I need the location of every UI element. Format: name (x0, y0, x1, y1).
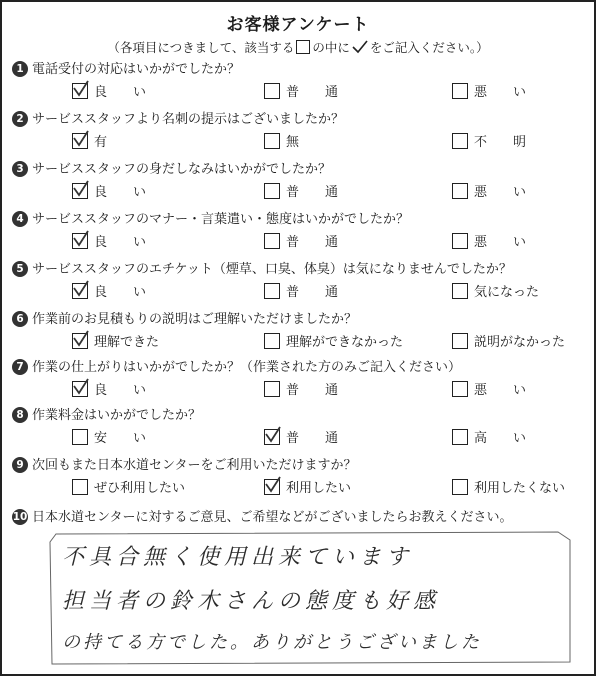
option-label: 悪 い (474, 185, 527, 200)
answer-option[interactable] (72, 477, 185, 496)
option-label: 普 通 (286, 383, 339, 398)
answer-option[interactable] (72, 379, 146, 398)
answer-option[interactable] (264, 427, 338, 446)
checkbox[interactable] (452, 333, 468, 349)
answer-option[interactable] (264, 379, 338, 398)
answer-option[interactable] (72, 231, 146, 250)
question-number-badge: 7 (12, 359, 28, 375)
checked-checkbox[interactable] (72, 133, 88, 149)
instruction-part-3: をご記入ください。） (369, 40, 489, 55)
answer-option[interactable] (72, 427, 146, 446)
option-label: 悪 い (474, 383, 527, 398)
checkbox[interactable] (264, 83, 280, 99)
option-label: 高 い (474, 431, 527, 446)
option-label: 不 明 (474, 135, 527, 150)
question-text: 作業料金はいかがでしたか？ (32, 408, 202, 423)
question-4 (12, 210, 582, 252)
checkmark-icon (71, 377, 91, 397)
answer-option[interactable] (452, 181, 526, 200)
option-label: 普 通 (286, 285, 339, 300)
answer-option[interactable] (72, 331, 159, 350)
question-text: サービススタッフのエチケット（煙草、口臭、体臭）は気になりませんでしたか？ (32, 262, 512, 277)
checkmark-icon (71, 129, 91, 149)
option-label: 普 通 (286, 85, 339, 100)
answer-option[interactable] (452, 81, 526, 100)
question-text: 電話受付の対応はいかがでしたか？ (32, 62, 241, 77)
question-number-badge: 1 (12, 61, 28, 77)
question-text: 作業の仕上がりはいかがでしたか？（作業された方のみご記入ください） (32, 360, 462, 375)
answer-options (12, 330, 582, 352)
question-6 (12, 310, 582, 352)
option-label: 気になった (474, 285, 540, 300)
option-label: 普 通 (286, 235, 339, 250)
answer-option[interactable] (264, 181, 338, 200)
handwritten-line-3: の持てる方でした。ありがとうございました (62, 632, 482, 653)
checkbox[interactable] (264, 183, 280, 199)
option-label: 利用したくない (474, 481, 566, 496)
answer-option[interactable] (72, 281, 146, 300)
option-label: 有 (94, 135, 108, 150)
question-7 (12, 358, 582, 400)
answer-options (12, 476, 582, 498)
question-9 (12, 456, 582, 498)
question-3 (12, 160, 582, 202)
question-text: 日本水道センターに対するご意見、ご希望などがございましたらお教えください。 (32, 510, 513, 525)
question-number-badge: 8 (12, 407, 28, 423)
question-2 (12, 110, 582, 152)
checked-checkbox[interactable] (72, 183, 88, 199)
question-text: 次回もまた日本水道センターをご利用いただけますか？ (32, 458, 357, 473)
checkbox[interactable] (264, 133, 280, 149)
checkbox-sample-icon (296, 40, 310, 54)
checkmark-icon (71, 229, 91, 249)
option-label: 理解できた (94, 335, 160, 350)
question-number-badge: 9 (12, 457, 28, 473)
answer-option[interactable] (452, 477, 565, 496)
checkmark-icon (71, 79, 91, 99)
option-label: 説明がなかった (474, 335, 566, 350)
instruction-part-2: の中に (312, 40, 350, 55)
checkbox[interactable] (264, 333, 280, 349)
answer-options (12, 130, 582, 152)
checked-checkbox[interactable] (72, 83, 88, 99)
page-title: お客様アンケート (226, 15, 370, 35)
answer-option[interactable] (452, 231, 526, 250)
checkbox[interactable] (452, 429, 468, 445)
answer-options (12, 378, 582, 400)
checkbox[interactable] (72, 479, 88, 495)
answer-option[interactable] (264, 477, 351, 496)
checked-checkbox[interactable] (72, 283, 88, 299)
answer-option[interactable] (264, 131, 299, 150)
checkmark-icon (263, 475, 283, 495)
handwritten-line-1: 不具合無く使用出来ています (62, 545, 414, 570)
question-number-badge: 4 (12, 211, 28, 227)
answer-option[interactable] (72, 181, 146, 200)
question-number-badge: 10 (12, 511, 28, 523)
question-number-badge: 2 (12, 111, 28, 127)
answer-options (12, 280, 582, 302)
checkbox[interactable] (264, 233, 280, 249)
checkbox[interactable] (72, 429, 88, 445)
option-label: 安 い (94, 431, 147, 446)
checked-checkbox[interactable] (264, 479, 280, 495)
answer-option[interactable] (264, 231, 338, 250)
answer-option[interactable] (264, 81, 338, 100)
instruction-part-1: （各項目につきまして、該当する (107, 40, 295, 55)
checkbox[interactable] (452, 183, 468, 199)
question-number-badge: 6 (12, 311, 28, 327)
question-text: 作業前のお見積もりの説明はご理解いただけましたか？ (32, 312, 358, 327)
option-label: 良 い (94, 85, 147, 100)
question-text: サービススタッフより名刺の提示はございましたか？ (32, 112, 345, 127)
checked-checkbox[interactable] (72, 333, 88, 349)
checkmark-icon (71, 329, 91, 349)
answer-option[interactable] (264, 331, 403, 350)
option-label: 良 い (94, 383, 147, 398)
answer-option[interactable] (452, 131, 526, 150)
question-text: サービススタッフのマナー・言葉遣い・態度はいかがでしたか？ (32, 212, 410, 227)
instruction-text (2, 38, 594, 56)
answer-option[interactable] (72, 81, 146, 100)
answer-option[interactable] (452, 331, 565, 350)
checkbox[interactable] (452, 479, 468, 495)
checked-checkbox[interactable] (264, 429, 280, 445)
checkmark-icon (71, 179, 91, 199)
option-label: 良 い (94, 235, 147, 250)
question-10 (12, 508, 582, 528)
answer-options (12, 230, 582, 252)
free-comment-area[interactable] (48, 530, 576, 670)
checkbox[interactable] (264, 381, 280, 397)
answer-option[interactable] (452, 281, 539, 300)
option-label: 普 通 (286, 431, 339, 446)
question-1 (12, 60, 582, 102)
option-label: 無 (286, 135, 300, 150)
checkmark-icon (263, 425, 283, 445)
answer-options (12, 426, 582, 448)
checkbox[interactable] (452, 83, 468, 99)
question-number-badge: 3 (12, 161, 28, 177)
option-label: 良 い (94, 185, 147, 200)
checkbox[interactable] (452, 381, 468, 397)
answer-option[interactable] (72, 131, 107, 150)
answer-options (12, 80, 582, 102)
checked-checkbox[interactable] (72, 381, 88, 397)
question-8 (12, 406, 582, 448)
question-text: サービススタッフの身だしなみはいかがでしたか？ (32, 162, 332, 177)
question-number-badge: 5 (12, 261, 28, 277)
option-label: 悪 い (474, 235, 527, 250)
option-label: 悪 い (474, 85, 527, 100)
question-5 (12, 260, 582, 302)
answer-option[interactable] (452, 379, 526, 398)
option-label: 利用したい (286, 481, 352, 496)
option-label: ぜひ利用したい (94, 481, 186, 496)
checkbox[interactable] (452, 283, 468, 299)
option-label: 良 い (94, 285, 147, 300)
checkbox[interactable] (452, 133, 468, 149)
checkmark-sample-icon (352, 40, 368, 54)
option-label: 普 通 (286, 185, 339, 200)
answer-options (12, 180, 582, 202)
handwritten-line-2: 担当者の鈴木さんの態度も好感 (62, 589, 441, 614)
answer-option[interactable] (264, 281, 338, 300)
option-label: 理解ができなかった (286, 335, 404, 350)
checked-checkbox[interactable] (72, 233, 88, 249)
checkmark-icon (71, 279, 91, 299)
checkbox[interactable] (264, 283, 280, 299)
answer-option[interactable] (452, 427, 526, 446)
checkbox[interactable] (452, 233, 468, 249)
